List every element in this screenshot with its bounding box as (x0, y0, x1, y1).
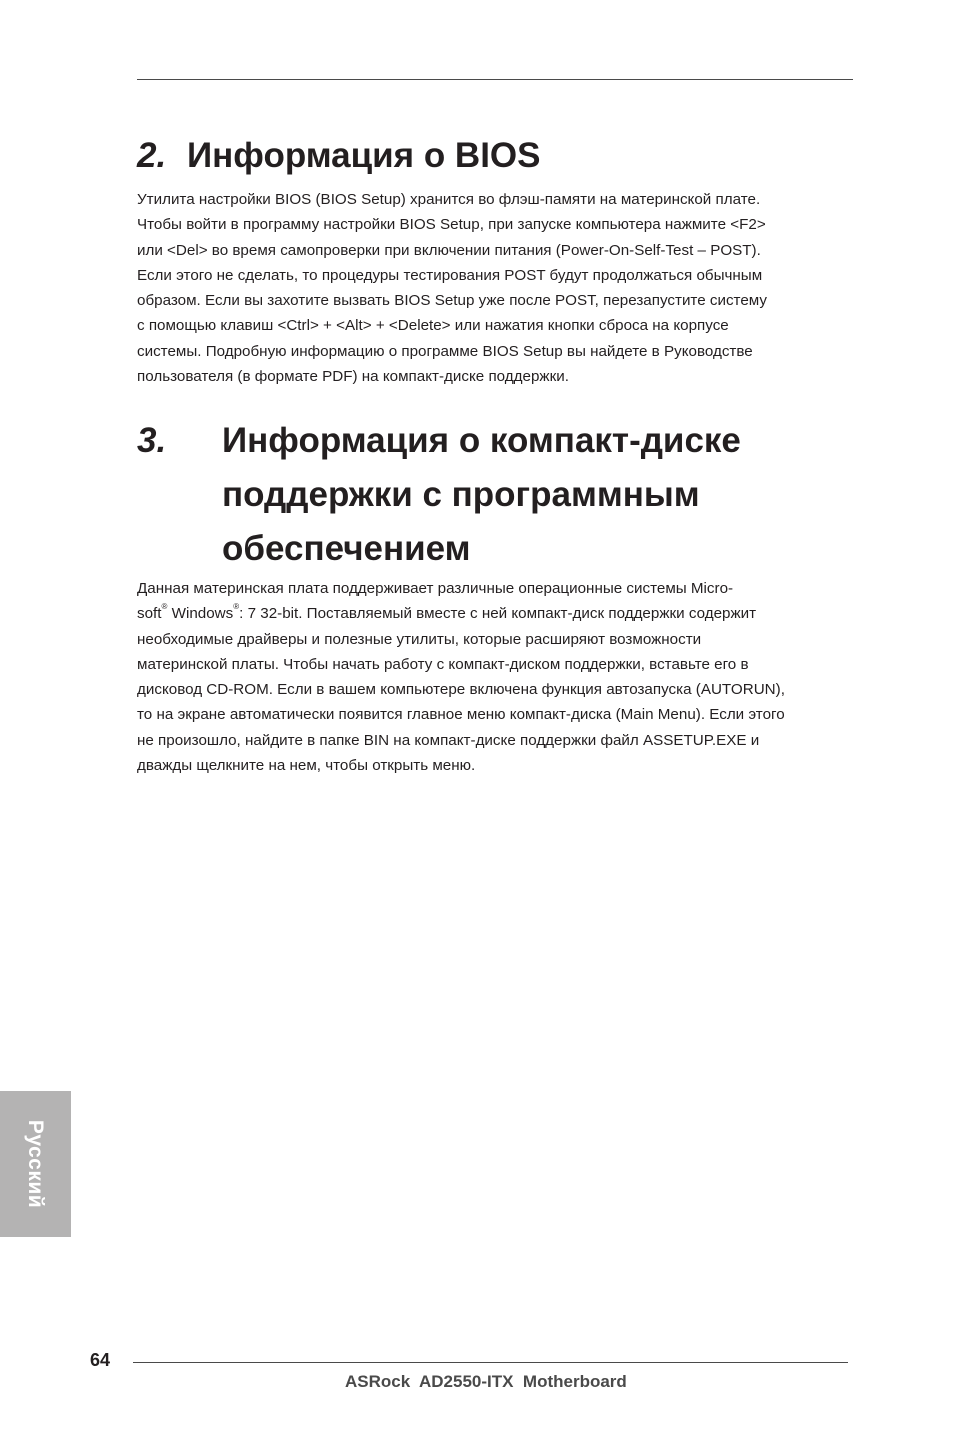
section-3-number: 3. (137, 421, 167, 460)
section-3-title-line: поддержки с программным (222, 475, 700, 514)
paragraph-line: Данная материнская плата поддерживает различные операционные системы Micro- (137, 580, 734, 597)
paragraph-line: образом. Если вы захотите вызвать BIOS Setup уже после POST, перезапустите систему (137, 292, 767, 310)
language-side-tab (0, 1091, 71, 1237)
paragraph-line: дважды щелкните на нем, чтобы открыть меню. (137, 757, 476, 775)
paragraph-line: то на экране автоматически появится главное меню компакт-диска (Main Menu). Если этого (137, 706, 785, 724)
paragraph-line: с помощью клавиш <Ctrl> + <Alt> + <Delete> или нажатия кнопки сброса на корпусе (137, 317, 729, 335)
section-2-paragraph (137, 187, 857, 389)
section-3-title-line: Информация о компакт-диске (222, 421, 741, 460)
text-os-version: : 7 32-bit. Поставляемый вместе с ней компакт-диск поддержки содержит (239, 605, 757, 623)
section-3-title-line: обеспечением (222, 529, 471, 568)
registered-mark: ® (161, 602, 168, 612)
section-3-paragraph (137, 576, 857, 778)
top-divider (137, 79, 853, 80)
paragraph-line: системы. Подробную информацию о программе BIOS Setup вы найдете в Руководстве (137, 342, 753, 360)
text-windows: Windows (167, 605, 234, 623)
page-number: 64 (90, 1350, 111, 1370)
paragraph-line: необходимые драйверы и полезные утилиты, которые расширяют возможности (137, 630, 702, 648)
paragraph-line: материнской платы. Чтобы начать работу с компакт-диском поддержки, вставьте его в (137, 655, 749, 673)
paragraph-line: Если этого не сделать, то процедуры тестирования POST будут продолжаться обычным (137, 266, 763, 284)
paragraph-line: Чтобы войти в программу настройки BIOS Setup, при запуске компьютера нажмите <F2> (137, 216, 766, 234)
section-3-title (222, 414, 842, 576)
paragraph-line (137, 601, 857, 626)
paragraph-line: Утилита настройки BIOS (BIOS Setup) хранится во флэш-памяти на материнской плате. (137, 191, 761, 208)
language-label: Русский (24, 1119, 47, 1209)
footer-product-name: ASRock AD2550-ITX Motherboard (345, 1372, 627, 1391)
paragraph-line: или <Del> во время самопроверки при включении питания (Power-On-Self-Test – POST). (137, 241, 761, 259)
text-soft: soft (137, 605, 162, 623)
section-2-title: Информация о BIOS (187, 136, 541, 175)
bottom-divider (133, 1362, 848, 1363)
paragraph-line: дисковод CD-ROM. Если в вашем компьютере включена функция автозапуска (AUTORUN), (137, 681, 785, 699)
section-2-number: 2. (137, 136, 167, 175)
registered-mark: ® (233, 602, 240, 612)
paragraph-line: не произошло, найдите в папке BIN на компакт-диске поддержки файл ASSETUP.EXE и (137, 731, 760, 749)
paragraph-line: пользователя (в формате PDF) на компакт-диске поддержки. (137, 368, 569, 386)
